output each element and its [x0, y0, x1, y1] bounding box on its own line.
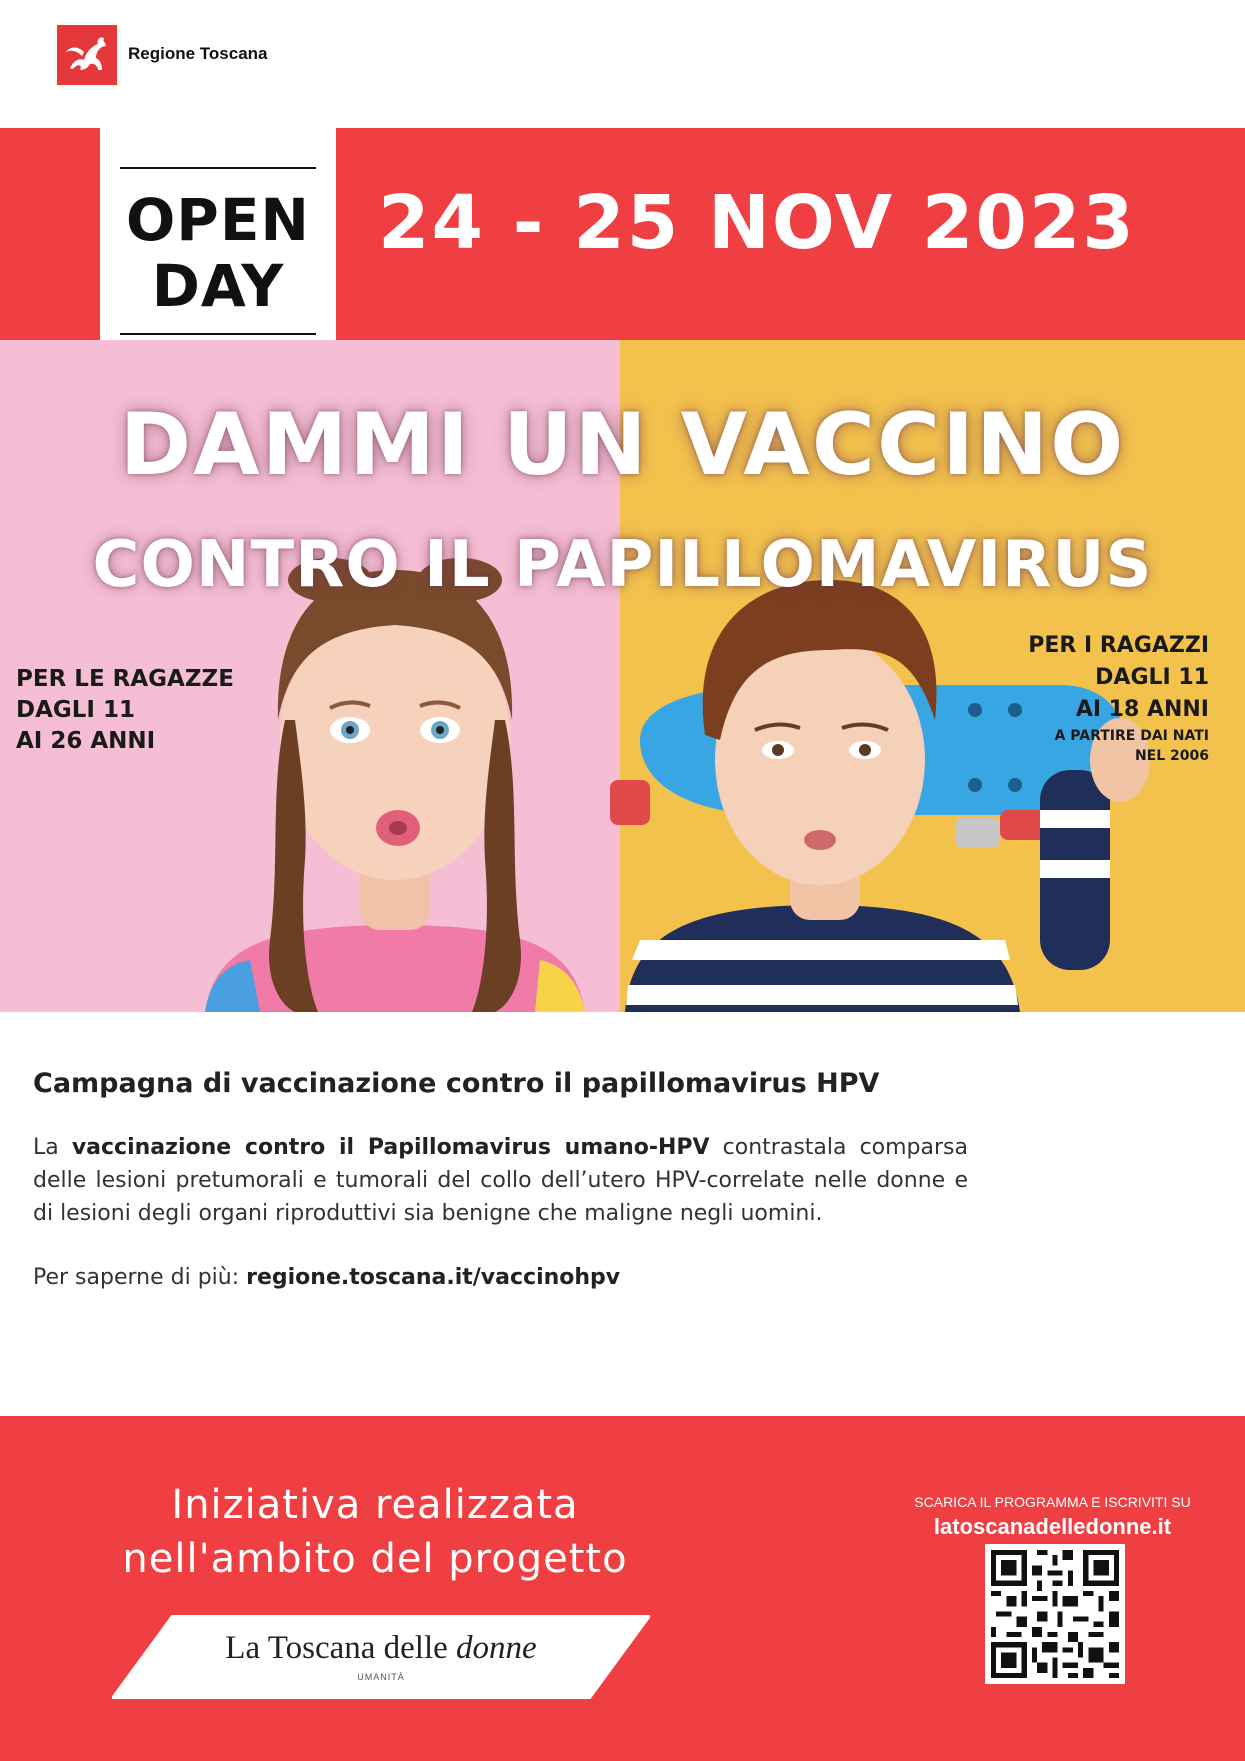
- pegasus-icon: [62, 30, 112, 80]
- boys-highlight: RAGAZZI: [1099, 633, 1209, 658]
- brand-italic: donne: [456, 1630, 537, 1666]
- brand-main: La Toscana delle: [225, 1630, 457, 1666]
- info-section: [33, 1068, 968, 1290]
- qr-code-icon: [991, 1550, 1119, 1678]
- brand-subtitle: UMANITÀ: [357, 1672, 405, 1682]
- info-more: [33, 1265, 968, 1290]
- boys-note-1: A PARTIRE DAI NATI: [1054, 728, 1209, 744]
- girls-line-1: [16, 664, 234, 695]
- info-title: Campagna di vaccinazione contro il papillomavirus HPV: [33, 1068, 880, 1099]
- footer-line-2: nell'ambito del progetto: [122, 1536, 628, 1582]
- la-toscana-delle-donne-logo: [112, 1614, 650, 1700]
- boys-line-2: DAGLI 11: [1095, 665, 1209, 690]
- girls-prefix: PER LE: [16, 666, 113, 692]
- cta-text: SCARICA IL PROGRAMMA E ISCRIVITI SU: [914, 1494, 1191, 1510]
- header: [0, 0, 1245, 128]
- girls-line-2: DAGLI 11: [16, 697, 135, 723]
- divider: [120, 167, 316, 169]
- girls-line-3: AI 26 ANNI: [16, 728, 156, 754]
- org-name: Regione Toscana: [128, 44, 268, 63]
- info-body-bold: vaccinazione contro il Papillomavirus umano-HPV: [71, 1135, 710, 1160]
- divider: [120, 333, 316, 335]
- regione-toscana-logo: [57, 25, 117, 85]
- info-more-link[interactable]: regione.toscana.it/vaccinohpv: [246, 1265, 621, 1290]
- girl-figure: [205, 558, 585, 1012]
- boys-note-2: NEL 2006: [1134, 748, 1209, 764]
- footer: [0, 1416, 1245, 1761]
- headline-secondary: CONTRO IL PAPILLOMAVIRUS: [92, 528, 1153, 602]
- boys-line-1: [1028, 630, 1209, 662]
- girls-target-group: [16, 664, 234, 757]
- info-body: [33, 1131, 968, 1230]
- footer-line-1: Iniziativa realizzata: [171, 1482, 579, 1528]
- girls-highlight: RAGAZZE: [112, 666, 234, 692]
- info-body-prefix: La: [33, 1135, 72, 1160]
- boys-line-3: AI 18 ANNI: [1075, 697, 1209, 722]
- boys-target-group: [1028, 630, 1209, 766]
- brand-name: [112, 1630, 650, 1667]
- cta-website-link[interactable]: latoscanadelledonne.it: [933, 1514, 1172, 1539]
- day-label: DAY: [151, 251, 285, 320]
- open-day-badge: [100, 128, 336, 373]
- info-more-prefix: Per saperne di più:: [33, 1265, 247, 1290]
- open-label: OPEN: [126, 185, 310, 254]
- event-dates: 24 - 25 NOV 2023: [378, 180, 1136, 266]
- headline-primary: DAMMI UN VACCINO: [119, 395, 1126, 495]
- info-body-rest: contrastala comparsa delle lesioni pretumorali e tumorali del collo dell’utero HPV-correlate nelle donne e di lesioni degli organi riproduttivi sia benigne che maligne negli uomini.: [33, 1135, 968, 1226]
- qr-code[interactable]: [985, 1544, 1125, 1684]
- boys-prefix: PER I: [1028, 633, 1100, 658]
